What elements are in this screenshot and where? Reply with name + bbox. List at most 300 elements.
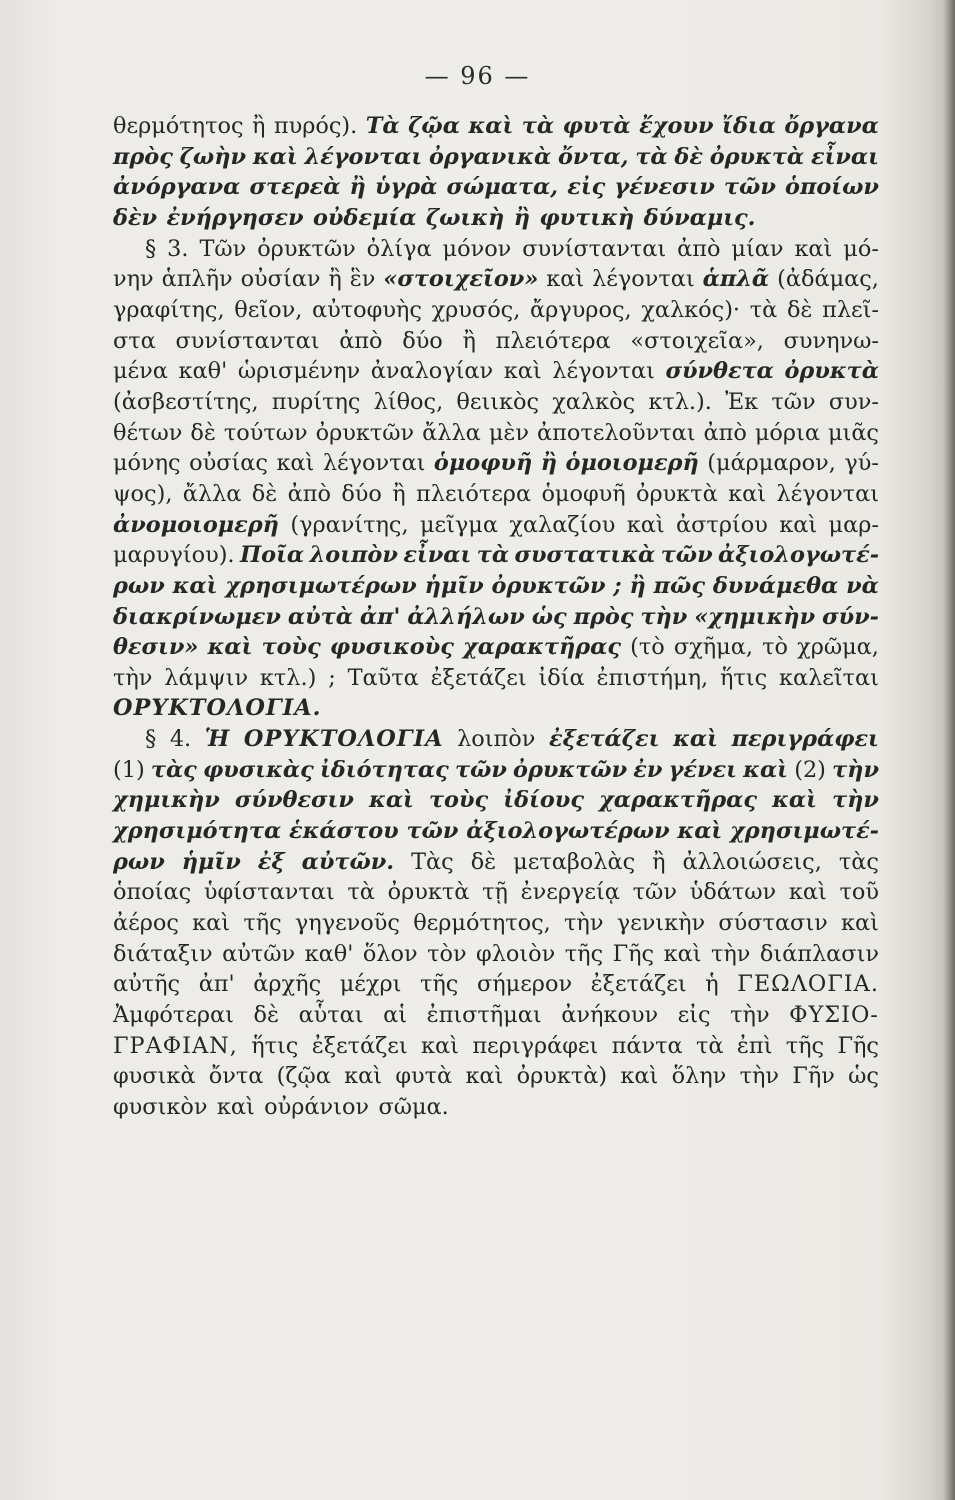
word: μεταβολὰς bbox=[513, 848, 636, 875]
word: ὀρυκτῶν bbox=[491, 572, 606, 599]
word: αἱ bbox=[383, 1002, 408, 1029]
word: διάταξιν bbox=[113, 940, 213, 967]
word: νὰ bbox=[846, 572, 879, 599]
word: καὶ bbox=[252, 143, 298, 170]
word: ἔχουν bbox=[639, 113, 714, 139]
word: μίαν bbox=[731, 235, 784, 262]
word: θέτων bbox=[113, 419, 183, 446]
word: ὄντα bbox=[208, 1063, 264, 1090]
word: ἀποτελοῦνται bbox=[537, 419, 696, 446]
text-line bbox=[113, 540, 879, 571]
word: (γρανίτης, bbox=[290, 511, 409, 538]
word: (1) bbox=[113, 756, 145, 783]
word: χρησιμωτέρων bbox=[225, 572, 417, 599]
word: ἢ bbox=[392, 480, 406, 507]
word: ψος), bbox=[113, 480, 173, 507]
text-line bbox=[113, 1000, 879, 1031]
word: ἢ bbox=[513, 204, 531, 231]
word: τοῦ bbox=[839, 879, 879, 906]
word: Ταῦτα bbox=[347, 664, 419, 691]
word: καὶ bbox=[207, 634, 253, 661]
text-line bbox=[113, 172, 879, 203]
text-line bbox=[113, 1092, 879, 1123]
word: καὶ bbox=[468, 113, 514, 139]
word: ἀπὸ bbox=[339, 327, 383, 354]
word: ζωὴν bbox=[179, 143, 247, 170]
word: (2) bbox=[794, 756, 826, 783]
word: «χημικὴν bbox=[694, 603, 816, 630]
text-line bbox=[113, 111, 879, 142]
word: μόνης bbox=[113, 450, 181, 477]
word: μὲν bbox=[488, 419, 529, 446]
word: λοιπὸν bbox=[309, 542, 398, 569]
word: χρυσός, bbox=[431, 296, 521, 323]
word: τὰ bbox=[695, 1032, 724, 1059]
word: ὀρυκτῶν bbox=[315, 419, 415, 446]
word: ἐνήργησεν bbox=[166, 204, 304, 231]
word: δὲ bbox=[251, 480, 278, 507]
word: ἴδια bbox=[721, 113, 776, 139]
word: χαλκός)· bbox=[641, 296, 741, 323]
word: συστατικὰ bbox=[514, 542, 656, 569]
word: μόνον bbox=[442, 235, 512, 262]
word: ἐξετάζει bbox=[548, 726, 660, 753]
word: καὶ bbox=[788, 879, 827, 906]
text-line bbox=[113, 203, 879, 234]
body-text bbox=[113, 111, 879, 1123]
word: ΦΥΣΙΟ- bbox=[789, 1002, 879, 1029]
word: καὶ bbox=[344, 1063, 383, 1090]
word: μό- bbox=[843, 235, 879, 262]
word: καὶ bbox=[546, 266, 585, 293]
word: ὁμοιομερῆ bbox=[565, 450, 699, 477]
word: δὲ bbox=[253, 1002, 279, 1029]
word: καὶ bbox=[663, 940, 702, 967]
word: (μάρμαρον, bbox=[707, 450, 836, 477]
word: ὀρυκτῶν bbox=[257, 235, 356, 262]
word: θερμότητος bbox=[113, 113, 244, 139]
word: Ἀμφότεραι bbox=[113, 1002, 234, 1029]
word: πυρίτης bbox=[271, 388, 361, 415]
word: θειικὸς bbox=[456, 388, 540, 415]
text-line bbox=[113, 724, 879, 755]
word: εἰς bbox=[567, 174, 606, 201]
word: ὑδάτων bbox=[689, 879, 777, 906]
word: καὶ bbox=[172, 572, 218, 599]
word: Γῆς bbox=[837, 1032, 879, 1059]
word: μιᾶς bbox=[827, 419, 879, 446]
word: ἄλλα bbox=[182, 480, 242, 507]
word: ἀέρος bbox=[113, 910, 179, 937]
word: καὶ bbox=[369, 787, 414, 814]
word: φυτὰ bbox=[395, 1063, 453, 1090]
word: γενικὴν bbox=[616, 910, 706, 937]
word: (τὸ bbox=[630, 634, 665, 661]
word: ὀρυκτὰ bbox=[784, 358, 879, 385]
word: τῇ bbox=[482, 879, 508, 906]
word: καὶ bbox=[216, 1094, 255, 1120]
word: Ἐκ bbox=[725, 388, 759, 415]
word: αὐτοφυὴς bbox=[312, 296, 422, 323]
word: αὐτὰ bbox=[287, 603, 353, 630]
word: ὑγρὰ bbox=[374, 174, 438, 201]
word: μαρυγίου). bbox=[113, 542, 235, 569]
word: γηγενοῦς bbox=[294, 910, 400, 937]
word: ἐπιστήμη, bbox=[596, 664, 709, 691]
word: Γῆς bbox=[612, 940, 655, 967]
word: ἰδίους bbox=[503, 787, 584, 814]
word: λάμψιν bbox=[164, 664, 249, 691]
word: τούτων bbox=[223, 419, 308, 446]
word: γραφίτης, bbox=[113, 296, 225, 323]
word: τὴν bbox=[564, 910, 604, 937]
word: χαρακτῆρας bbox=[463, 634, 622, 661]
word: πυρός). bbox=[273, 113, 358, 139]
word: σύν- bbox=[822, 603, 879, 630]
text-line bbox=[113, 1061, 879, 1092]
text-line bbox=[113, 142, 879, 173]
word: ὡς bbox=[531, 603, 567, 630]
word: ἰδιότητας bbox=[319, 756, 449, 783]
word: εἰς bbox=[677, 1002, 711, 1029]
word: καὶ bbox=[503, 358, 542, 385]
word: χρῶμα, bbox=[797, 634, 879, 661]
word: δυνάμεθα bbox=[712, 572, 839, 599]
text-line bbox=[113, 571, 879, 602]
text-line bbox=[113, 663, 879, 694]
word: ΟΡΥΚΤΟΛΟΓΙΑ. bbox=[113, 695, 322, 722]
word: καθ' bbox=[178, 358, 228, 385]
word: θεῖον, bbox=[234, 296, 303, 323]
word: τὴν bbox=[113, 664, 153, 691]
word: φυτὰ bbox=[562, 113, 631, 139]
word: ζῷα bbox=[408, 113, 460, 139]
word: καὶ bbox=[841, 910, 879, 937]
word: πῶς bbox=[653, 572, 706, 599]
word: συνίστανται bbox=[522, 235, 667, 262]
word: ὄργανα bbox=[784, 113, 879, 139]
word: ἀνομοιομερῆ bbox=[113, 511, 279, 538]
word: καὶ bbox=[728, 480, 767, 507]
word: ἀρχῆς bbox=[253, 971, 322, 998]
word: στερεὰ bbox=[249, 174, 341, 201]
word: τὸ bbox=[762, 634, 788, 661]
text-line bbox=[113, 816, 879, 847]
word: σήμερον bbox=[476, 971, 573, 998]
word: τὸν bbox=[427, 940, 467, 967]
text-line bbox=[113, 1031, 879, 1062]
page-number: — 96 — bbox=[424, 62, 531, 90]
word: ΓΡΑΦΙΑΝ, bbox=[113, 1032, 238, 1059]
text-line bbox=[113, 326, 879, 357]
word: χρησιμότητα bbox=[113, 818, 282, 845]
word: ἀπὸ bbox=[287, 480, 331, 507]
word: τῆς bbox=[564, 940, 604, 967]
word: τῶν bbox=[723, 174, 776, 201]
word: Ἡ bbox=[204, 726, 231, 753]
word: καὶ bbox=[626, 511, 665, 538]
word: θεσιν» bbox=[113, 634, 199, 661]
word: δύναμις. bbox=[643, 204, 756, 231]
word: στα bbox=[113, 327, 156, 354]
text-line bbox=[113, 234, 879, 265]
word: ὁμοφυῆ bbox=[433, 450, 533, 477]
word: (ζῷα bbox=[276, 1063, 331, 1090]
word: ὁμοφυῆ bbox=[541, 480, 626, 507]
word: καὶ bbox=[779, 511, 818, 538]
word: νην bbox=[113, 266, 154, 293]
word: φυσικοὺς bbox=[329, 634, 454, 661]
word: τῶν bbox=[771, 388, 816, 415]
word: (ἀδάμας, bbox=[777, 266, 879, 293]
word: Τῶν bbox=[199, 235, 247, 262]
word: κτλ.). bbox=[648, 388, 712, 415]
word: χαλκὸς bbox=[552, 388, 636, 415]
word: ὀρυκτῶν bbox=[513, 756, 628, 783]
word: ἀξιολογωτέ- bbox=[718, 542, 879, 569]
text-line bbox=[113, 448, 879, 479]
word: ἁπλᾶ bbox=[702, 266, 770, 293]
word: ἡ bbox=[705, 971, 719, 998]
text-line bbox=[113, 693, 879, 724]
word: τὰς bbox=[150, 756, 197, 783]
word: ἁπλῆν bbox=[161, 266, 233, 293]
word: τῶν bbox=[406, 818, 459, 845]
word: χαλαζίου bbox=[509, 511, 616, 538]
word: ἐπὶ bbox=[736, 1032, 773, 1059]
word: καὶ bbox=[421, 1032, 459, 1059]
word: ὀρυκτὰ) bbox=[516, 1063, 608, 1090]
word: θερμότητος, bbox=[413, 910, 551, 937]
word: φυσικὰ bbox=[113, 1063, 196, 1090]
word: τὰ bbox=[521, 113, 555, 139]
word: λέγονται bbox=[552, 358, 655, 385]
word: αὗται bbox=[298, 1002, 364, 1029]
word: εἶναι bbox=[810, 143, 879, 170]
word: καὶ bbox=[192, 910, 231, 937]
word: ἀπ' bbox=[359, 603, 401, 630]
word: ; bbox=[328, 664, 336, 691]
word: ΓΕΩΛΟΓΙΑ. bbox=[737, 971, 879, 998]
word: ὄντα, bbox=[557, 143, 629, 170]
word: λέγονται bbox=[592, 266, 695, 293]
word: ἑκάστου bbox=[289, 818, 399, 845]
word: «στοιχεῖα», bbox=[630, 327, 764, 354]
word: τὰς bbox=[838, 848, 879, 875]
word: ἀνήκουν bbox=[561, 1002, 659, 1029]
word: ἐξετάζει bbox=[430, 664, 527, 691]
text-line bbox=[113, 479, 879, 510]
word: ρων bbox=[113, 848, 165, 875]
word: λοιπὸν bbox=[457, 726, 536, 753]
word: οὐσίαν bbox=[240, 266, 321, 293]
word: ἡμῖν bbox=[181, 848, 241, 875]
word: ἐξ bbox=[257, 848, 285, 875]
word: σῶμα. bbox=[378, 1094, 449, 1120]
word: αὐτῶν bbox=[222, 940, 296, 967]
word: ὀρυκτὰ bbox=[709, 143, 805, 170]
word: § bbox=[145, 235, 157, 262]
text-line bbox=[113, 755, 879, 786]
word: ἢ bbox=[652, 848, 666, 875]
word: οὐσίας bbox=[189, 450, 268, 477]
word: πάντα bbox=[611, 1032, 683, 1059]
text-line bbox=[113, 939, 879, 970]
text-line bbox=[113, 418, 879, 449]
word: οὐδεμία bbox=[312, 204, 417, 231]
word: κτλ.) bbox=[259, 664, 317, 691]
word: ἐπιστῆμαι bbox=[426, 1002, 542, 1029]
word: συνίστανται bbox=[175, 327, 320, 354]
word: ; bbox=[613, 572, 622, 599]
word: πλεῖ- bbox=[822, 296, 879, 323]
word: καλεῖται bbox=[778, 664, 879, 691]
word: ὑφίστανται bbox=[203, 879, 335, 906]
word: λίθος, bbox=[373, 388, 444, 415]
word: τὰ bbox=[635, 143, 668, 170]
word: συνηνω- bbox=[783, 327, 879, 354]
word: § bbox=[145, 726, 157, 753]
word: ἰδία bbox=[538, 664, 585, 691]
word: λέγονται bbox=[776, 480, 879, 507]
word: ἥτις bbox=[720, 664, 768, 691]
text-line bbox=[113, 785, 879, 816]
word: ὀργανικὰ bbox=[428, 143, 552, 170]
word: ὅλον bbox=[362, 940, 418, 967]
word: «στοιχεῖον» bbox=[383, 266, 539, 293]
word: εἶναι bbox=[403, 542, 472, 569]
word: φυτικὴ bbox=[539, 204, 635, 231]
word: δὲν bbox=[113, 204, 158, 231]
word: χημικὴν bbox=[113, 787, 220, 814]
word: ἀπ' bbox=[198, 971, 235, 998]
word: Ποῖα bbox=[239, 542, 305, 569]
word: ἄργυρος, bbox=[530, 296, 632, 323]
word: καὶ bbox=[677, 818, 723, 845]
word: ἀπὸ bbox=[703, 419, 747, 446]
word: τὴν bbox=[640, 603, 688, 630]
word: πρὸς bbox=[113, 143, 173, 170]
word: γένει bbox=[668, 756, 737, 783]
word: καὶ bbox=[772, 787, 817, 814]
text-line bbox=[113, 877, 879, 908]
word: 3. bbox=[167, 235, 189, 262]
word: δὲ bbox=[674, 143, 703, 170]
word: ἀνόργανα bbox=[113, 174, 241, 201]
word: χαρακτῆρας bbox=[599, 787, 758, 814]
word: ὀρυκτὰ bbox=[387, 879, 470, 906]
word: περιγράφει bbox=[731, 726, 879, 753]
text-line bbox=[113, 908, 879, 939]
text-line bbox=[113, 602, 879, 633]
word: ἀλλοιώσεις, bbox=[682, 848, 822, 875]
word: πλειότερα bbox=[416, 480, 532, 507]
word: σύνθεσιν bbox=[234, 787, 354, 814]
word: λέγονται bbox=[304, 143, 423, 170]
word: ρων bbox=[113, 572, 165, 599]
word: αὐτῆς bbox=[113, 971, 181, 998]
word: γένεσιν bbox=[614, 174, 715, 201]
word: δὲ bbox=[786, 296, 813, 323]
word: τὴν bbox=[832, 756, 879, 783]
word: ἐν bbox=[633, 756, 663, 783]
word: ἐξετάζει bbox=[311, 1032, 408, 1059]
word: καὶ bbox=[743, 756, 789, 783]
word: διάπλασιν bbox=[759, 940, 879, 967]
word: τῶν bbox=[660, 542, 713, 569]
word: οὐράνιον bbox=[264, 1094, 370, 1120]
word: ἢ bbox=[251, 113, 266, 139]
word: συν- bbox=[828, 388, 879, 415]
word: πλειότερα bbox=[495, 327, 611, 354]
word: διακρίνωμεν bbox=[113, 603, 281, 630]
word: λέγονται bbox=[322, 450, 426, 477]
word: φλοιὸν bbox=[476, 940, 556, 967]
word: καὶ bbox=[794, 235, 833, 262]
word: περιγράφει bbox=[472, 1032, 599, 1059]
word: τὴν bbox=[710, 940, 751, 967]
word: καὶ bbox=[465, 1063, 504, 1090]
word: τὴν bbox=[832, 787, 879, 814]
word: γύ- bbox=[844, 450, 879, 477]
word: φυσικὸν bbox=[113, 1094, 208, 1120]
text-line bbox=[113, 295, 879, 326]
word: ἢ bbox=[629, 572, 646, 599]
book-spine-shadow bbox=[943, 0, 955, 1500]
word: ἢ bbox=[540, 450, 558, 477]
word: ἀπὸ bbox=[677, 235, 721, 262]
word: τῆς bbox=[420, 971, 459, 998]
word: ὡρισμένην bbox=[237, 358, 361, 385]
word: μεῖγμα bbox=[419, 511, 498, 538]
word: Τὰς bbox=[411, 848, 454, 875]
word: ὅλην bbox=[671, 1063, 727, 1090]
word: τοὺς bbox=[428, 787, 489, 814]
word: τὴν bbox=[730, 1002, 770, 1029]
word: Τὰ bbox=[365, 113, 400, 139]
word: χρησιμωτέ- bbox=[730, 818, 879, 845]
word: 4. bbox=[169, 726, 192, 753]
word: ἀναλογίαν bbox=[370, 358, 494, 385]
word: ἥτις bbox=[251, 1032, 299, 1059]
word: τὰ bbox=[347, 879, 375, 906]
word: τὴν bbox=[739, 1063, 779, 1090]
word: ἐξετάζει bbox=[590, 971, 687, 998]
text-line bbox=[113, 264, 879, 295]
word: αὐτῶν. bbox=[301, 848, 395, 875]
word: καθ' bbox=[304, 940, 354, 967]
word: ἢ bbox=[349, 174, 366, 201]
word: ζωικὴ bbox=[425, 204, 505, 231]
word: σχῆμα, bbox=[673, 634, 753, 661]
word: ἄλλα bbox=[422, 419, 481, 446]
word: πρὸς bbox=[573, 603, 634, 630]
word: καὶ bbox=[620, 1063, 659, 1090]
word: ἀξιολογωτέρων bbox=[466, 818, 670, 845]
text-line bbox=[113, 510, 879, 541]
word: σύστασιν bbox=[718, 910, 828, 937]
word: (ἀσβεστίτης, bbox=[113, 388, 259, 415]
word: ὁποίας bbox=[113, 879, 192, 906]
word: φυσικὰς bbox=[203, 756, 314, 783]
word: τὰ bbox=[749, 296, 778, 323]
word: τοὺς bbox=[261, 634, 321, 661]
word: ἐνεργείᾳ bbox=[520, 879, 620, 906]
word: μέχρι bbox=[339, 971, 402, 998]
word: δὲ bbox=[470, 848, 497, 875]
word: τῶν bbox=[632, 879, 677, 906]
word: τῶν bbox=[454, 756, 507, 783]
